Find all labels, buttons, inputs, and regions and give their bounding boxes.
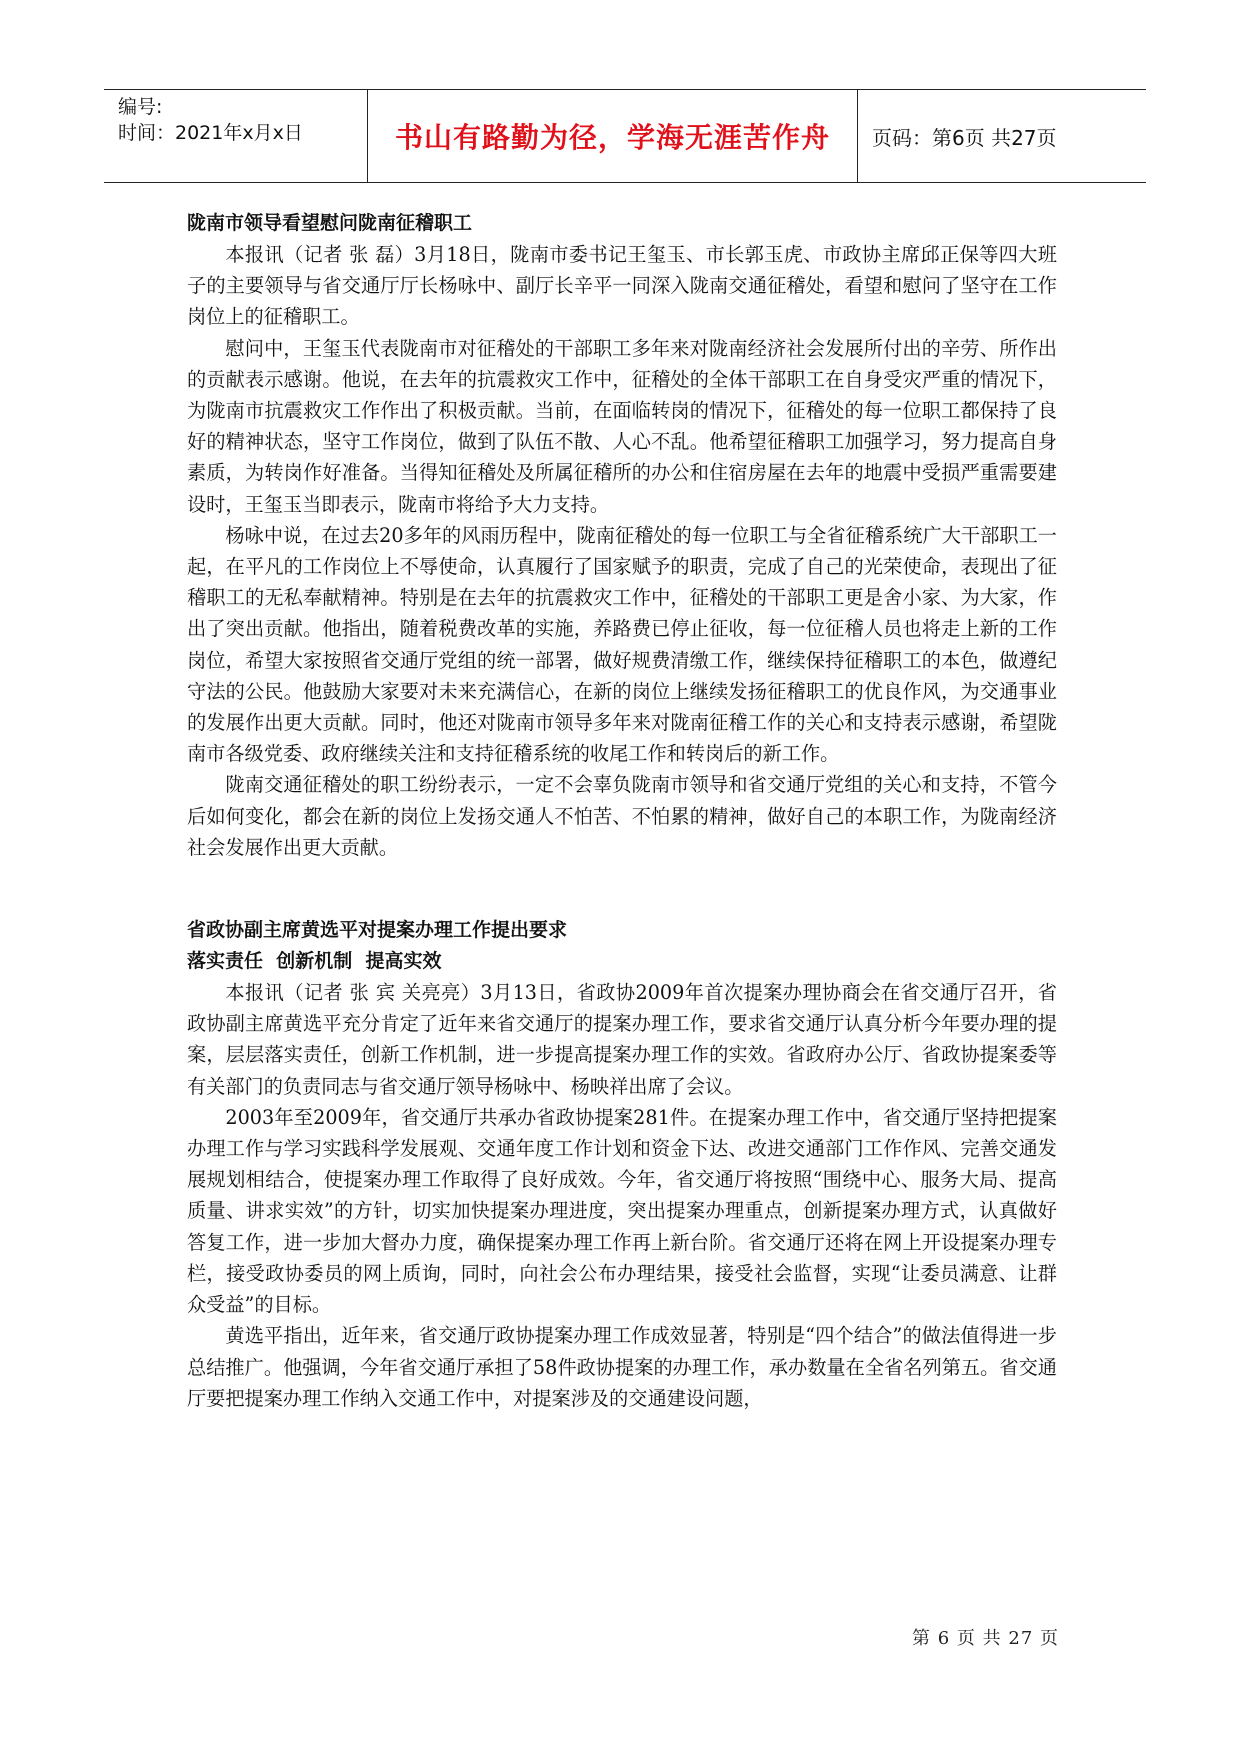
page-footer bbox=[912, 1624, 1059, 1650]
article-2-paragraph: 2003年至2009年，省交通厅共承办省政协提案281件。在提案办理工作中，省交通厅坚持把提案办理工作与学习实践科学发展观、交通年度工作计划和资金下达、改进交通部门工作作风、完善交通发展规划相结合，使提案办理工作取得了良好成效。今年，省交通厅将按照“围绕中心、服务大局、提高质量、讲求实效”的方针，切实加快提案办理进度，突出提案办理重点，创新提案办理方式，认真做好答复工作，进一步加大督办力度，确保提案办理工作再上新台阶。省交通厅还将在网上开设提案办理专栏，接受政协委员的网上质询，同时，向社会公布办理结果，接受社会监督，实现“让委员满意、让群众受益”的目标。 bbox=[187, 1105, 1057, 1317]
header-motto: 书山有路勤为径，学海无涯苦作舟 bbox=[368, 90, 858, 182]
document-body bbox=[187, 208, 1057, 1414]
article-1-title: 陇南市领导看望慰问陇南征稽职工 bbox=[187, 212, 473, 234]
article-1-paragraph: 陇南交通征稽处的职工纷纷表示，一定不会辜负陇南市领导和省交通厅党组的关心和支持，不管今后如何变化，都会在新的岗位上发扬交通人不怕苦、不怕累的精神，做好自己的本职工作，为陇南经济社会发展作出更大贡献。 bbox=[187, 773, 1057, 859]
document-time: 时间：2021年x月x日 bbox=[118, 122, 303, 144]
header-meta bbox=[104, 90, 368, 182]
article-1-paragraph: 杨咏中说，在过去20多年的风雨历程中，陇南征稽处的每一位职工与全省征稽系统广大干部职工一起，在平凡的工作岗位上不辱使命，认真履行了国家赋予的职责，完成了自己的光荣使命，表现出了征稽职工的无私奉献精神。特别是在去年的抗震救灾工作中，征稽处的干部职工更是舍小家、为大家，作出了突出贡献。他指出，随着税费改革的实施，养路费已停止征收，每一位征稽人员也将走上新的工作岗位，希望大家按照省交通厅党组的统一部署，做好规费清缴工作，继续保持征稽职工的本色，做遵纪守法的公民。他鼓励大家要对未来充满信心，在新的岗位上继续发扬征稽职工的优良作风，为交通事业的发展作出更大贡献。同时，他还对陇南市领导多年来对陇南征稽工作的关心和支持表示感谢，希望陇南市各级党委、政府继续关注和支持征稽系统的收尾工作和转岗后的新工作。 bbox=[187, 523, 1057, 766]
article-2-paragraph: 本报讯（记者 张 宾 关亮亮）3月13日，省政协2009年首次提案办理协商会在省交通厅召开，省政协副主席黄选平充分肯定了近年来省交通厅的提案办理工作，要求省交通厅认真分析今年要办理的提案，层层落实责任，创新工作机制，进一步提高提案办理工作的实效。省政府办公厅、省政协提案委等有关部门的负责同志与省交通厅领导杨咏中、杨映祥出席了会议。 bbox=[187, 981, 1057, 1098]
article-2-subtitle: 落实责任 创新机制 提高实效 bbox=[187, 950, 442, 973]
article-1-paragraph: 慰问中，王玺玉代表陇南市对征稽处的干部职工多年来对陇南经济社会发展所付出的辛劳、所作出的贡献表示感谢。他说，在去年的抗震救灾工作中，征稽处的全体干部职工在自身受灾严重的情况下，为陇南市抗震救灾工作作出了积极贡献。当前，在面临转岗的情况下，征稽处的每一位职工都保持了良好的精神状态，坚守工作岗位，做到了队伍不散、人心不乱。他希望征稽职工加强学习，努力提高自身素质，为转岗作好准备。当得知征稽处及所属征稽所的办公和住宿房屋在去年的地震中受损严重需要建设时，王玺玉当即表示，陇南市将给予大力支持。 bbox=[187, 336, 1057, 516]
document-header bbox=[104, 89, 1146, 183]
footer-page-number: 第 6 页 共 27 页 bbox=[912, 1628, 1059, 1649]
header-page-info: 页码：第6页 共27页 bbox=[872, 125, 1057, 150]
article-1-paragraph: 本报讯（记者 张 磊）3月18日，陇南市委书记王玺玉、市长郭玉虎、市政协主席邱正保等四大班子的主要领导与省交通厅厅长杨咏中、副厅长辛平一同深入陇南交通征稽处，看望和慰问了坚守在工作岗位上的征稽职工。 bbox=[187, 243, 1057, 329]
section-spacer bbox=[187, 863, 1057, 915]
article-2-paragraph: 黄选平指出，近年来，省交通厅政协提案办理工作成效显著，特别是“四个结合”的做法值得进一步总结推广。他强调，今年省交通厅承担了58件政协提案的办理工作，承办数量在全省名列第五。省交通厅要把提案办理工作纳入交通工作中，对提案涉及的交通建设问题， bbox=[187, 1324, 1057, 1410]
document-number-label: 编号: bbox=[118, 96, 163, 118]
article-2-title: 省政协副主席黄选平对提案办理工作提出要求 bbox=[187, 919, 568, 942]
